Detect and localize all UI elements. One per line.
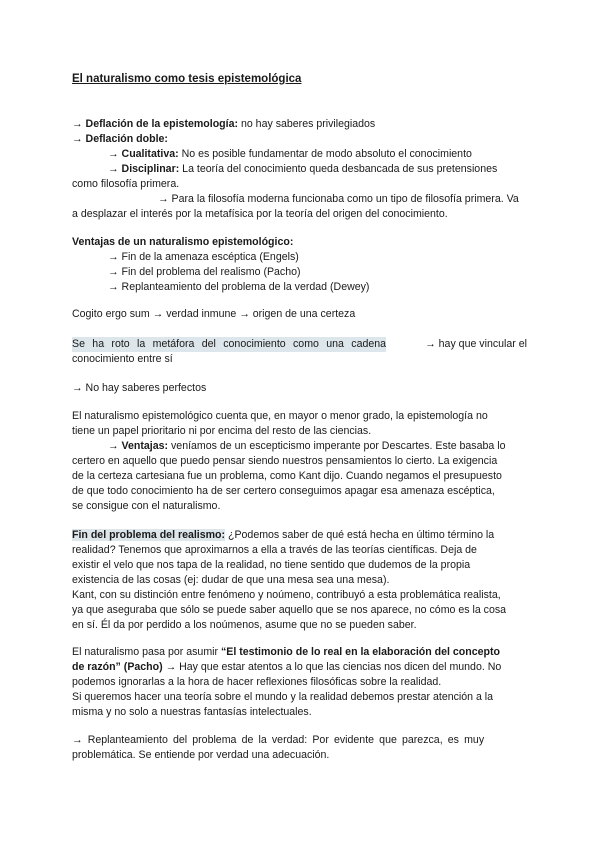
- quote-bold-cont: de razón” (Pacho): [72, 661, 163, 673]
- advantage-item: → Fin del problema del realismo (Pacho): [108, 266, 301, 278]
- disciplinary-text: La teoría del conocimiento queda desbancada de sus pretensiones: [179, 163, 498, 175]
- chain-metaphor-cont: conocimiento entre sí: [72, 353, 173, 365]
- advantage-item: → Fin de la amenaza escéptica (Engels): [108, 251, 299, 263]
- paragraph-line: ya que aseguraba que sólo se puede saber aquello que se nos aparece, no cómo es la cosa: [72, 604, 507, 616]
- no-perfect-knowledge-text: → No hay saberes perfectos: [72, 382, 207, 394]
- highlighted-text: Se ha roto la metáfora del conocimiento como una cadena: [72, 338, 387, 350]
- deflation-epistemology-label: → Deflación de la epistemología:: [72, 118, 239, 130]
- double-deflation-label: → Deflación doble:: [72, 133, 168, 145]
- disciplinary-label: → Disciplinar:: [108, 163, 180, 175]
- qualitative-label: → Cualitativa:: [108, 148, 179, 160]
- paragraph-line: → Replanteamiento del problema de la verdad: Por evidente que parezca, es muy: [72, 734, 485, 746]
- paragraph-line: se consigue con el naturalismo.: [72, 500, 221, 512]
- paragraph-line: tiene un papel prioritario ni por encima del resto de las ciencias.: [72, 425, 372, 437]
- realism-label: Fin del problema del realismo:: [72, 529, 226, 541]
- paragraph-line: ¿Podemos saber de qué está hecha en último término la: [225, 529, 495, 541]
- advantages-heading: Ventajas de un naturalismo epistemológico:: [72, 236, 294, 248]
- modern-philosophy-text: → Para la filosofía moderna funcionaba como un tipo de filosofía primera. Va: [158, 193, 519, 205]
- paragraph-line: Si queremos hacer una teoría sobre el mundo y la realidad debemos prestar atención a la: [72, 691, 494, 703]
- realism-section: [72, 528, 527, 633]
- chain-metaphor-section: [72, 337, 527, 367]
- paragraph-line: existir el velo que nos tapa de la realidad, no tiene sentido que dudemos de la propia: [72, 559, 471, 571]
- qualitative-text: No es posible fundamentar de modo absoluto el conocimiento: [178, 148, 472, 160]
- paragraph-line: problemática. Se entiende por verdad una adecuación.: [72, 749, 330, 761]
- deflation-section: [72, 117, 527, 222]
- document-title: El naturalismo como tesis epistemológica: [72, 73, 302, 85]
- disciplinary-text-cont: como filosofía primera.: [72, 178, 180, 190]
- naturalism-paragraph: [72, 409, 527, 514]
- paragraph-line: El naturalismo pasa por asumir: [72, 646, 221, 658]
- paragraph-line: certero en aquello que puedo pensar siendo nuestros pensamientos lo cierto. La exigencia: [72, 455, 498, 467]
- cogito-text: Cogito ergo sum → verdad inmune → origen de una certeza: [72, 308, 356, 320]
- paragraph-line: en sí. Él da por perdido a los noúmenos, asume que no se pueden saber.: [72, 619, 417, 631]
- testimony-section: [72, 645, 527, 720]
- ventajas-label: → Ventajas:: [108, 440, 169, 452]
- deflation-epistemology-text: no hay saberes privilegiados: [238, 118, 376, 130]
- quote-bold: “El testimonio de lo real en la elaboración del concepto: [220, 646, 501, 658]
- paragraph-line: veníamos de un escepticismo imperante por Descartes. Este basaba lo: [168, 440, 506, 452]
- paragraph-line: realidad? Tenemos que aproximarnos a ella a través de las teorías científicas. Deja de: [72, 544, 477, 556]
- no-perfect-knowledge: [72, 381, 527, 396]
- paragraph-line: de que todo conocimiento ha de ser certero conseguimos apagar esa amenaza escéptica,: [72, 485, 495, 497]
- advantage-item: → Replanteamiento del problema de la verdad (Dewey): [108, 281, 370, 293]
- paragraph-line: podemos ignorarlas a la hora de hacer reflexiones filosóficas sobre la realidad.: [72, 676, 442, 688]
- cogito-line: [72, 307, 527, 322]
- advantages-section: [72, 235, 527, 295]
- chain-metaphor-rest: → hay que vincular el: [425, 338, 527, 350]
- paragraph-line: de la certeza cartesiana fue un problema, como Kant dijo. Cuando negamos el presupuesto: [72, 470, 502, 482]
- paragraph-line: → Hay que estar atentos a lo que las ciencias nos dicen del mundo. No: [162, 661, 502, 673]
- modern-philosophy-text-cont: a desplazar el interés por la metafísica por la teoría del origen del conocimiento.: [72, 208, 448, 220]
- paragraph-line: Kant, con su distinción entre fenómeno y noúmeno, contribuyó a esta problemática realista,: [72, 589, 501, 601]
- paragraph-line: existencia de las cosas (ej: dudar de que una mesa sea una mesa).: [72, 574, 390, 586]
- truth-section: [72, 733, 527, 763]
- paragraph-line: El naturalismo epistemológico cuenta que, en mayor o menor grado, la epistemología no: [72, 410, 488, 422]
- paragraph-line: misma y no solo a nuestras fantasías intelectuales.: [72, 706, 312, 718]
